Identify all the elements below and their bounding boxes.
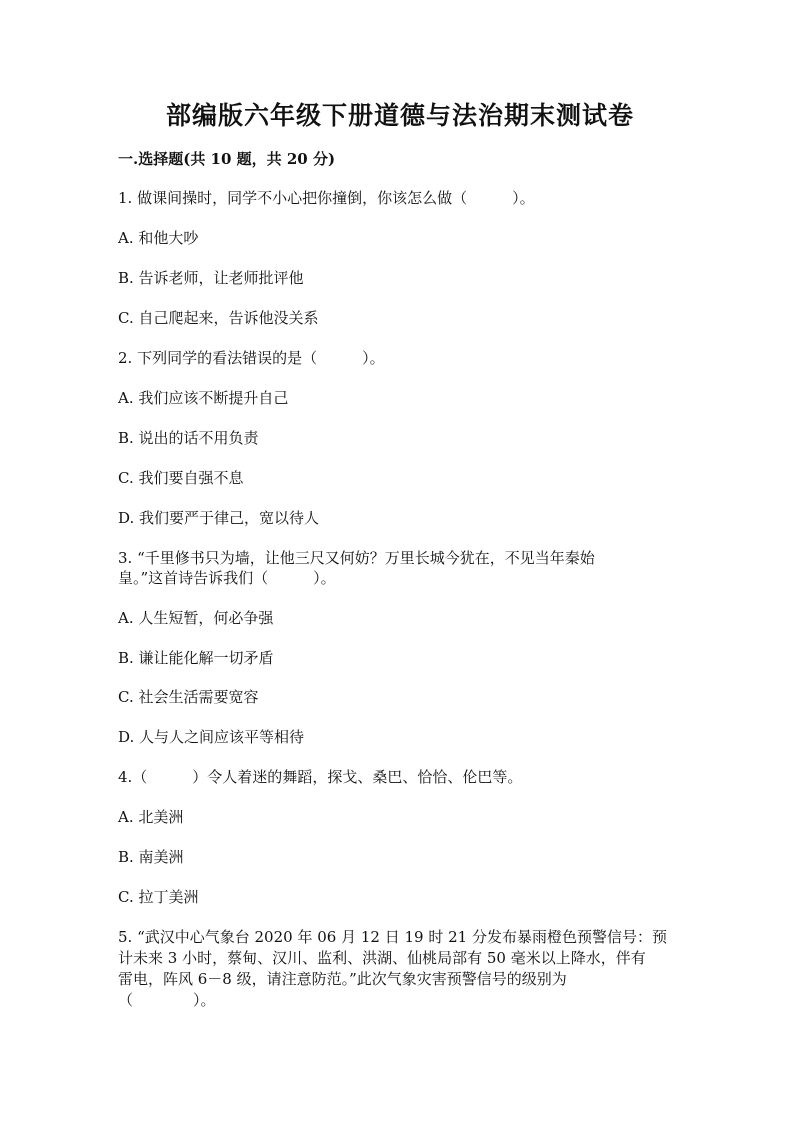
question-5-stem-line-3: 雷电，阵风 6－8 级，请注意防范。”此次气象灾害预警信号的级别为 (118, 970, 567, 988)
question-3-option-a: A. 人生短暂，何必争强 (118, 609, 274, 627)
question-5-stem-line-2: 计未来 3 小时，蔡甸、汉川、监利、洪湖、仙桃局部有 50 毫米以上降水，伴有 (118, 949, 646, 967)
section-heading: 一.选择题(共 10 题，共 20 分) (118, 150, 336, 168)
question-2-stem: 2. 下列同学的看法错误的是（ ）。 (118, 349, 385, 367)
question-1-stem: 1. 做课间操时，同学不小心把你撞倒，你该怎么做（ ）。 (118, 189, 535, 207)
question-1-option-c: C. 自己爬起来，告诉他没关系 (118, 309, 319, 327)
question-3-option-b: B. 谦让能化解一切矛盾 (118, 649, 274, 667)
question-2-option-c: C. 我们要自强不息 (118, 469, 244, 487)
question-1-option-a: A. 和他大吵 (118, 229, 199, 247)
question-3-stem-line-1: 3. “千里修书只为墙，让他三尺又何妨？万里长城今犹在，不见当年秦始 (118, 549, 595, 567)
question-4-option-b: B. 南美洲 (118, 848, 184, 866)
question-2-option-d: D. 我们要严于律己，宽以待人 (118, 509, 320, 527)
question-4-option-c: C. 拉丁美洲 (118, 888, 199, 906)
question-3-option-c: C. 社会生活需要宽容 (118, 688, 259, 706)
question-4-option-a: A. 北美洲 (118, 808, 184, 826)
question-5-stem-line-1: 5. “武汉中心气象台 2020 年 06 月 12 日 19 时 21 分发布暴雨橙色预警信号：预 (118, 928, 667, 946)
page-title: 部编版六年级下册道德与法治期末测试卷 (165, 101, 634, 130)
question-3-option-d: D. 人与人之间应该平等相待 (118, 728, 305, 746)
question-4-stem: 4.（ ）令人着迷的舞蹈，探戈、桑巴、恰恰、伦巴等。 (118, 768, 523, 786)
question-2-option-a: A. 我们应该不断提升自己 (118, 389, 289, 407)
question-3-stem-line-2: 皇。”这首诗告诉我们（ ）。 (118, 569, 336, 587)
question-2-option-b: B. 说出的话不用负责 (118, 429, 259, 447)
question-5-stem-line-4: （ ）。 (118, 991, 216, 1009)
question-1-option-b: B. 告诉老师，让老师批评他 (118, 269, 304, 287)
